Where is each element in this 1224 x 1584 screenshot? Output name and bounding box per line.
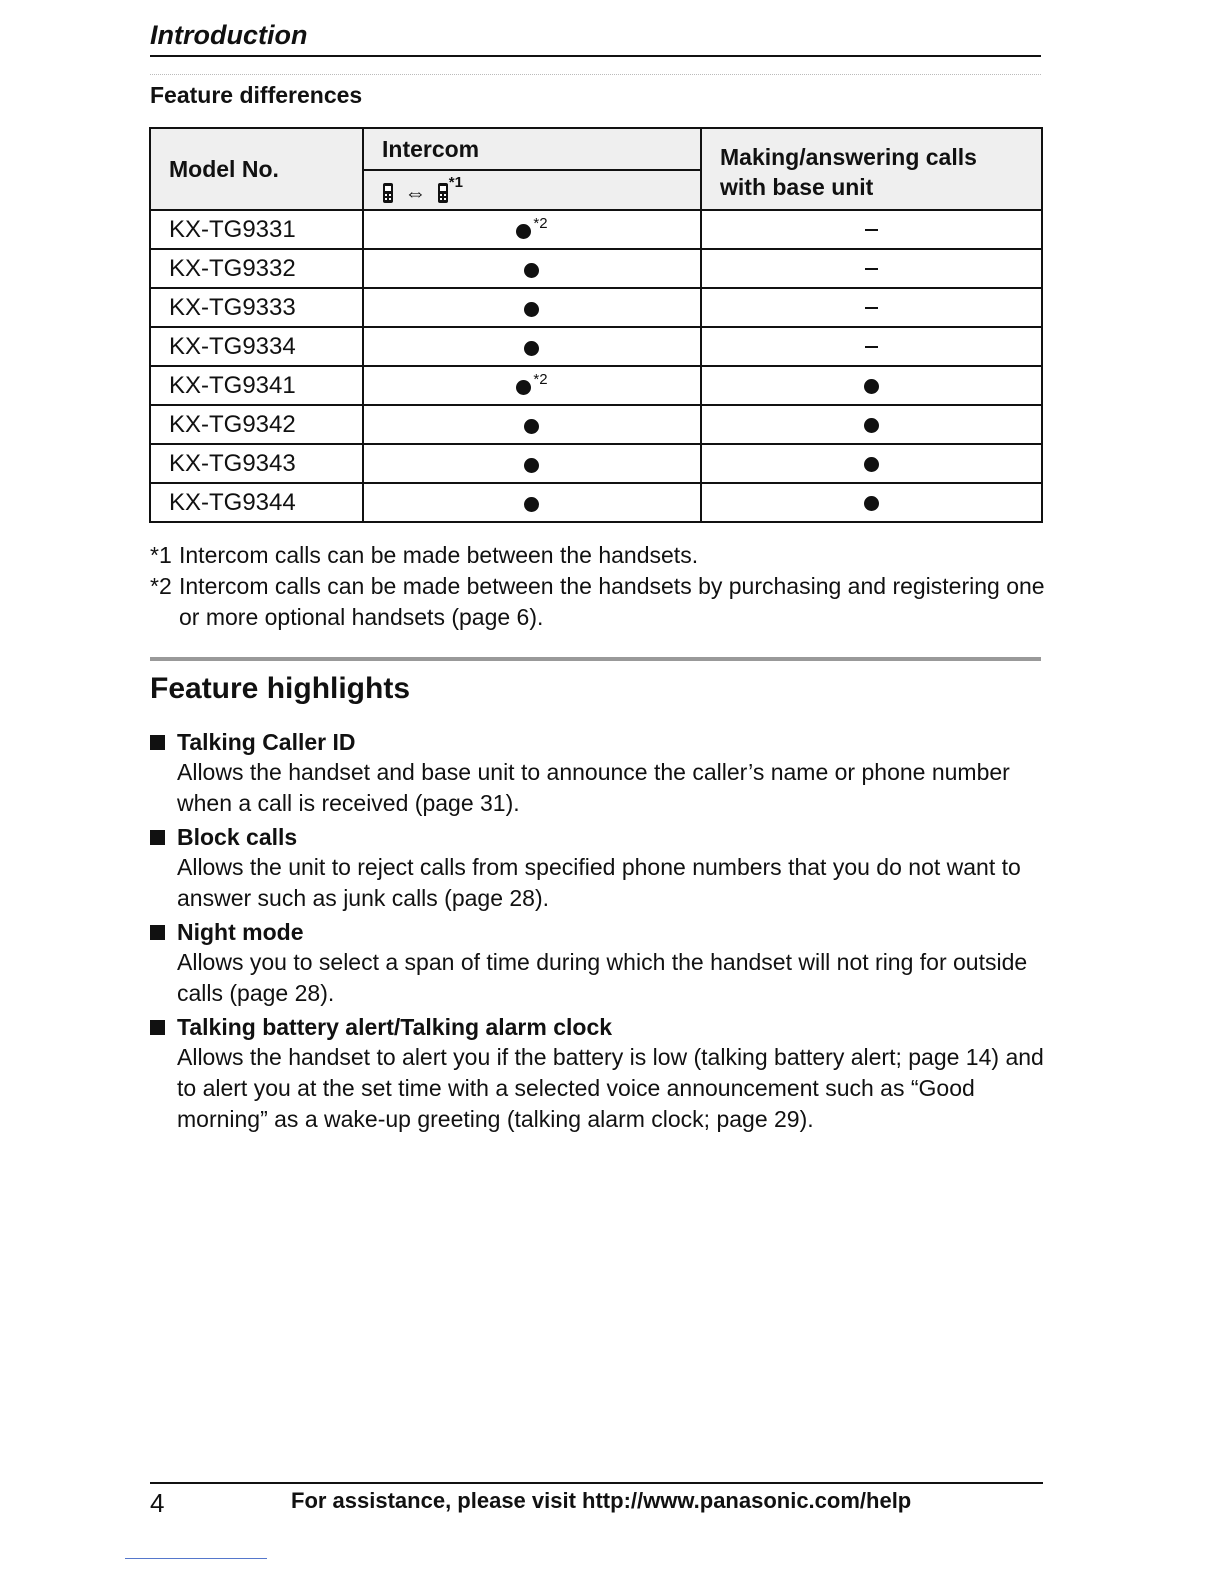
header-rule (150, 55, 1041, 57)
filled-dot-icon (524, 458, 539, 473)
header-making-line2: with base unit (720, 174, 874, 200)
model-cell: KX-TG9334 (150, 327, 363, 366)
feature-differences-table (149, 127, 1043, 523)
table-row (150, 249, 1042, 288)
double-arrow-icon: ⇔ (404, 179, 427, 205)
making-cell (701, 210, 1042, 249)
highlight-heading-text: Night mode (177, 919, 304, 945)
model-cell: KX-TG9331 (150, 210, 363, 249)
footnote-ref: *2 (533, 214, 548, 232)
making-cell (701, 444, 1042, 483)
table-row (150, 288, 1042, 327)
footnote-mark: *1 (150, 542, 172, 568)
filled-dot-icon (516, 224, 531, 239)
header-intercom-icons (363, 170, 701, 210)
highlight-body: Allows the unit to reject calls from specified phone numbers that you do not want to answer such as junk calls (page 28). (177, 854, 1021, 911)
section-divider (150, 657, 1041, 661)
header-intercom: Intercom (363, 128, 701, 170)
assistance-text: For assistance, please visit http://www.panasonic.com/help (291, 1488, 912, 1513)
highlight-body: Allows the handset to alert you if the battery is low (talking battery alert; page 14) and to alert you at the set time with a selected voice announcement such as “Good morning” as a wake-up greeting (talking alarm clock; page 29). (177, 1044, 1044, 1132)
square-bullet-icon (150, 830, 165, 845)
filled-dot-icon (524, 263, 539, 278)
model-cell: KX-TG9344 (150, 483, 363, 522)
filled-dot-icon (864, 379, 879, 394)
header-making-answering (701, 128, 1042, 210)
header-making-line1: Making/answering calls (720, 144, 977, 170)
intercom-cell (363, 288, 701, 327)
footnote (150, 571, 1050, 633)
making-cell (701, 366, 1042, 405)
intercom-cell (363, 483, 701, 522)
dash-icon (865, 346, 878, 348)
bottom-edge-line (125, 1558, 267, 1559)
table-row (150, 483, 1042, 522)
intercom-cell (363, 249, 701, 288)
intercom-footnote-ref: *1 (448, 174, 463, 192)
dotted-divider (150, 74, 1041, 75)
footnotes (150, 540, 1050, 633)
making-cell (701, 327, 1042, 366)
intercom-cell (363, 366, 701, 405)
filled-dot-icon (864, 418, 879, 433)
intercom-cell (363, 405, 701, 444)
highlight-heading (150, 822, 1050, 852)
intercom-cell (363, 210, 701, 249)
square-bullet-icon (150, 925, 165, 940)
feature-differences-title: Feature differences (150, 82, 363, 108)
table-row (150, 210, 1042, 249)
highlight-body: Allows the handset and base unit to announce the caller’s name or phone number when a call is received (page 31). (177, 759, 1010, 816)
square-bullet-icon (150, 1020, 165, 1035)
filled-dot-icon (524, 302, 539, 317)
filled-dot-icon (524, 497, 539, 512)
list-item (150, 917, 1050, 1009)
making-cell (701, 288, 1042, 327)
list-item (150, 822, 1050, 914)
filled-dot-icon (524, 341, 539, 356)
highlight-heading (150, 917, 1050, 947)
highlight-heading (150, 727, 1050, 757)
making-cell (701, 483, 1042, 522)
filled-dot-icon (516, 380, 531, 395)
footnote (150, 540, 1050, 571)
filled-dot-icon (524, 419, 539, 434)
footnote-mark: *2 (150, 573, 172, 599)
table-row (150, 405, 1042, 444)
list-item (150, 1012, 1050, 1135)
handset-icon (437, 182, 449, 204)
model-cell: KX-TG9341 (150, 366, 363, 405)
square-bullet-icon (150, 735, 165, 750)
footnote-text: Intercom calls can be made between the handsets. (179, 542, 699, 568)
section-title: Introduction (150, 20, 308, 50)
highlight-body: Allows you to select a span of time during which the handset will not ring for outside calls (page 28). (177, 949, 1028, 1006)
page-number: 4 (150, 1488, 165, 1518)
intercom-cell (363, 327, 701, 366)
feature-highlights-list (150, 727, 1050, 1138)
filled-dot-icon (864, 457, 879, 472)
table-row (150, 444, 1042, 483)
model-cell: KX-TG9343 (150, 444, 363, 483)
highlight-heading-text: Talking Caller ID (177, 729, 356, 755)
footnote-text: Intercom calls can be made between the handsets by purchasing and registering one or more optional handsets (page 6). (179, 573, 1045, 630)
highlight-heading (150, 1012, 1050, 1042)
making-cell (701, 405, 1042, 444)
list-item (150, 727, 1050, 819)
table-row (150, 327, 1042, 366)
making-cell (701, 249, 1042, 288)
header-model-no: Model No. (150, 128, 363, 210)
table-row (150, 366, 1042, 405)
model-cell: KX-TG9333 (150, 288, 363, 327)
model-cell: KX-TG9332 (150, 249, 363, 288)
handset-icon (382, 182, 394, 204)
intercom-cell (363, 444, 701, 483)
highlight-heading-text: Block calls (177, 824, 298, 850)
highlight-heading-text: Talking battery alert/Talking alarm clock (177, 1014, 613, 1040)
filled-dot-icon (864, 496, 879, 511)
feature-highlights-title: Feature highlights (150, 672, 411, 705)
dash-icon (865, 307, 878, 309)
model-cell: KX-TG9342 (150, 405, 363, 444)
footer-rule (150, 1482, 1043, 1484)
dash-icon (865, 268, 878, 270)
footnote-ref: *2 (533, 370, 548, 388)
dash-icon (865, 229, 878, 231)
